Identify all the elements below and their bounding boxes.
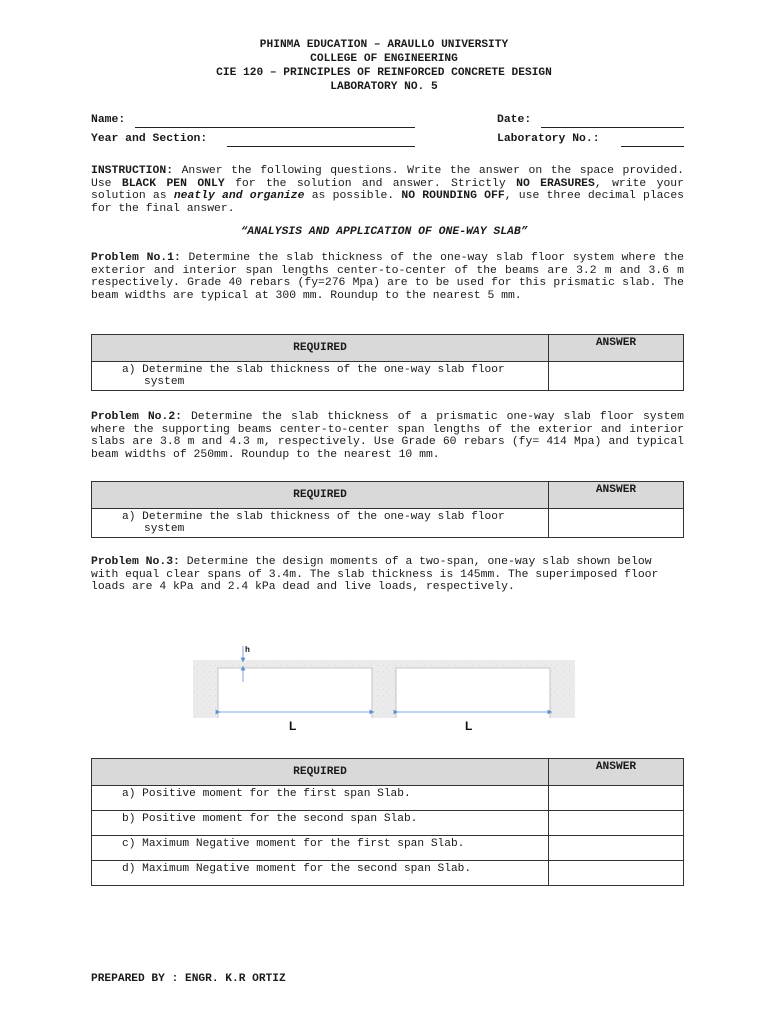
instruction-text-4: as possible. xyxy=(304,190,402,203)
problem-2-text: Determine the slab thickness of a prismatic one-way slab floor system where the supporting beams center-to-center span lengths of the exterior and interior slabs are 3.8 m and 4.3 m, respectively. Use Grade 60 rebars (fy= 414 Mpa) and typical beam widths of 250mm. Roundup to the nearest 10 mm. xyxy=(91,411,684,461)
required-item: d) Maximum Negative moment for the second span Slab. xyxy=(92,861,549,886)
problem-3-table xyxy=(91,758,684,886)
required-item: b) Positive moment for the second span Slab. xyxy=(92,811,549,836)
problem-1-statement xyxy=(91,252,684,302)
instruction-text-1: Answer the following questions. Write the answer on the space provided. Use xyxy=(91,165,684,190)
problem-2-label: Problem No.2: xyxy=(91,411,182,423)
table-row xyxy=(92,811,684,836)
no-erasures-emphasis: NO ERASURES xyxy=(516,177,595,190)
neatly-emphasis: neatly and organize xyxy=(173,190,305,203)
problem-3-statement xyxy=(91,556,684,594)
problem-2-statement xyxy=(91,411,684,461)
black-pen-emphasis: BLACK PEN ONLY xyxy=(121,177,225,190)
instruction-text-5: , use three decimal places for the final answer. xyxy=(91,190,684,215)
problem-1-label: Problem No.1: xyxy=(91,252,181,264)
answer-cell[interactable] xyxy=(549,836,684,861)
answer-cell[interactable] xyxy=(549,786,684,811)
required-header: REQUIRED xyxy=(92,482,549,509)
problem-2-table xyxy=(91,481,684,538)
instruction-text-3: , write your solution as xyxy=(91,177,684,203)
name-field[interactable] xyxy=(135,114,415,128)
instruction-paragraph xyxy=(91,165,684,215)
required-header: REQUIRED xyxy=(92,335,549,362)
header-line-lab: LABORATORY NO. 5 xyxy=(330,81,438,93)
h-label: h xyxy=(245,645,250,654)
required-item: c) Maximum Negative moment for the first span Slab. xyxy=(92,836,549,861)
answer-cell[interactable] xyxy=(549,861,684,886)
required-item: a) Determine the slab thickness of the one-way slab floor system xyxy=(92,362,549,391)
no-rounding-emphasis: NO ROUNDING OFF xyxy=(401,190,505,203)
table-row xyxy=(92,786,684,811)
header-line-university: PHINMA EDUCATION – ARAULLO UNIVERSITY xyxy=(259,39,509,51)
year-section-label: Year and Section: xyxy=(91,133,208,145)
section-title: “ANALYSIS AND APPLICATION OF ONE-WAY SLAB” xyxy=(240,226,528,238)
instruction-label: INSTRUCTION: xyxy=(91,165,174,177)
answer-cell[interactable] xyxy=(549,362,684,391)
span-2-outline xyxy=(396,668,550,718)
table-header-row xyxy=(92,335,684,362)
header-line-college: COLLEGE OF ENGINEERING xyxy=(310,53,458,65)
table-row xyxy=(92,861,684,886)
instruction-text-2: for the solution and answer. Strictly xyxy=(224,177,517,190)
required-header: REQUIRED xyxy=(92,759,549,786)
answer-header: ANSWER xyxy=(549,335,684,362)
span-1-outline xyxy=(218,668,372,718)
date-field[interactable] xyxy=(541,114,684,128)
name-date-row xyxy=(91,114,685,130)
lab-no-label: Laboratory No.: xyxy=(497,133,600,145)
lab-no-field[interactable] xyxy=(621,133,684,147)
exterior-beam-right xyxy=(550,660,575,718)
problem-1-text: Determine the slab thickness of the one-way slab floor system where the exterior and interior span lengths center-to-center of the beams are 3.2 m and 3.6 m respectively. Grade 40 rebars (fy=276 Mpa) are to be used for this prismatic slab. The beam widths are typical at 300 mm. Roundup to the nearest 5 mm. xyxy=(91,252,685,302)
problem-1-table xyxy=(91,334,684,391)
table-row xyxy=(92,362,684,391)
document-header xyxy=(0,38,768,94)
required-item: a) Positive moment for the first span Slab. xyxy=(92,786,549,811)
answer-header: ANSWER xyxy=(549,759,684,786)
date-label: Date: xyxy=(497,114,532,126)
table-header-row xyxy=(92,759,684,786)
year-section-field[interactable] xyxy=(227,133,415,147)
prepared-by-footer: PREPARED BY : ENGR. K.R ORTIZ xyxy=(91,973,286,985)
table-row xyxy=(92,836,684,861)
interior-beam xyxy=(372,660,396,718)
answer-cell[interactable] xyxy=(549,811,684,836)
answer-header: ANSWER xyxy=(549,482,684,509)
problem-3-text: Determine the design moments of a two-span, one-way slab shown below with equal clear spans of 3.4m. The slab thickness is 145mm. The superimposed floor loads are 4 kPa and 2.4 kPa dead and live loads, respectively. xyxy=(91,556,659,594)
year-lab-row xyxy=(91,133,685,149)
exterior-beam-left xyxy=(193,660,218,718)
header-line-course: CIE 120 – PRINCIPLES OF REINFORCED CONCRETE DESIGN xyxy=(216,67,552,79)
problem-3-label: Problem No.3: xyxy=(91,556,180,568)
span-1-label: L xyxy=(289,719,297,733)
required-item: a) Determine the slab thickness of the one-way slab floor system xyxy=(92,509,549,538)
table-header-row xyxy=(92,482,684,509)
two-span-slab-diagram xyxy=(190,640,580,740)
span-2-label: L xyxy=(465,719,473,733)
answer-cell[interactable] xyxy=(549,509,684,538)
table-row xyxy=(92,509,684,538)
name-label: Name: xyxy=(91,114,126,126)
